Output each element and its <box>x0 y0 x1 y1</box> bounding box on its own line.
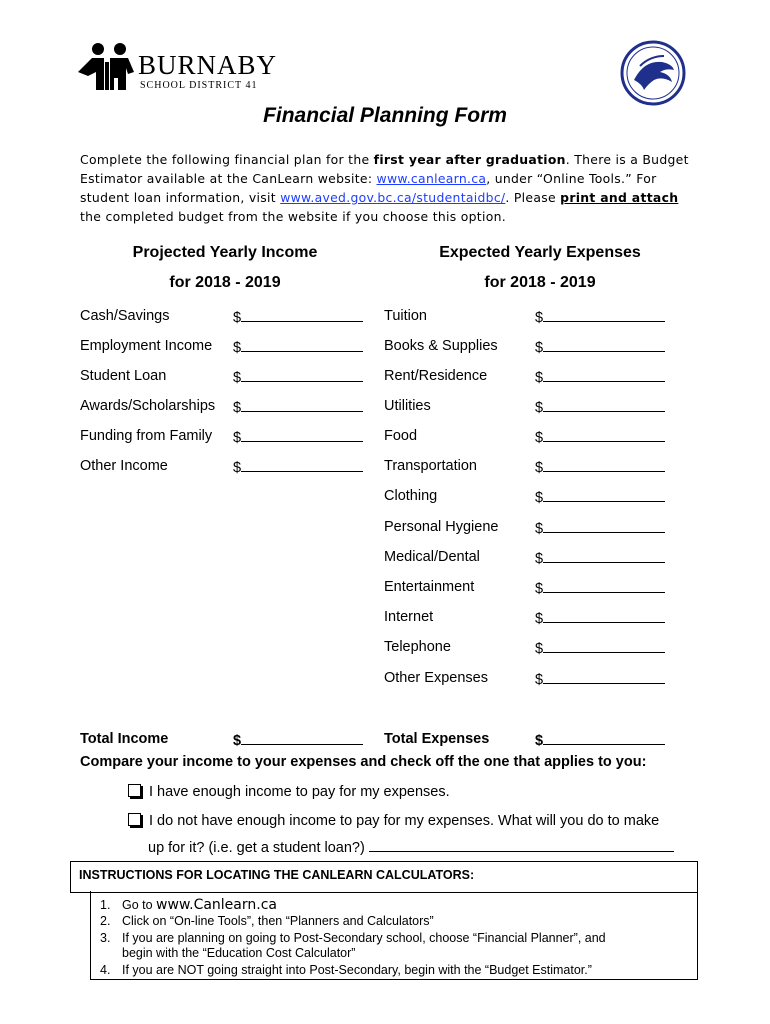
amount-field[interactable] <box>543 336 665 352</box>
amount-field[interactable] <box>543 426 665 442</box>
income-heading: Projected Yearly Income for 2018 - 2019 <box>132 244 318 291</box>
checkbox-not-enough-income[interactable] <box>128 813 141 826</box>
amount-field[interactable] <box>543 577 665 593</box>
district-logo <box>78 42 278 94</box>
expenses-heading: Expected Yearly Expenses for 2018 - 2019 <box>439 244 641 291</box>
amount-field[interactable] <box>241 306 363 322</box>
compare-prompt: Compare your income to your expenses and check off the one that applies to you: <box>80 754 647 770</box>
amount-field[interactable] <box>543 517 665 533</box>
amount-field[interactable] <box>543 396 665 412</box>
amount-field[interactable] <box>543 366 665 382</box>
option-not-enough-line2: up for it? (i.e. get a student loan?) <box>148 837 674 858</box>
intro-paragraph: Complete the following financial plan for the first year after graduation. There is a Budget Estimator available at the CanLearn website: www.canlearn.ca, under “Online Tools.” For student loan information, visit www.aved.gov.bc.ca/studentaidbc/. Please print and attach the completed budget from the website if you choose this option. <box>80 152 689 224</box>
studentaid-link[interactable]: www.aved.gov.bc.ca/studentaidbc/ <box>280 190 506 205</box>
logo-name: BURNABY <box>138 50 278 80</box>
total-income-field[interactable] <box>241 729 363 745</box>
total-expenses-field[interactable] <box>543 729 665 745</box>
amount-field[interactable] <box>241 366 363 382</box>
amount-field[interactable] <box>543 547 665 563</box>
amount-field[interactable] <box>241 336 363 352</box>
logo-subtitle: SCHOOL DISTRICT 41 <box>140 80 258 91</box>
amount-field[interactable] <box>543 456 665 472</box>
amount-field[interactable] <box>241 456 363 472</box>
amount-field[interactable] <box>543 637 665 653</box>
canlearn-link[interactable]: www.canlearn.ca <box>376 171 487 186</box>
amount-field[interactable] <box>241 426 363 442</box>
checkbox-enough-income[interactable] <box>128 784 141 797</box>
logo-figures-icon <box>78 42 136 92</box>
district-crest-icon <box>620 40 686 106</box>
amount-field[interactable] <box>543 607 665 623</box>
amount-field[interactable] <box>543 306 665 322</box>
option-enough-income: I have enough income to pay for my expenses. <box>128 782 450 802</box>
amount-field[interactable] <box>241 396 363 412</box>
amount-field[interactable] <box>543 486 665 502</box>
plan-answer-field[interactable] <box>369 837 674 852</box>
option-not-enough-income: I do not have enough income to pay for my expenses. What will you do to make <box>128 811 659 831</box>
instructions-heading: INSTRUCTIONS FOR LOCATING THE CANLEARN CALCULATORS: <box>79 868 475 882</box>
canlearn-step-link[interactable]: www.Canlearn.ca <box>156 897 277 913</box>
form-title: Financial Planning Form <box>263 104 507 127</box>
amount-field[interactable] <box>543 668 665 684</box>
instructions-header-box <box>70 861 698 893</box>
